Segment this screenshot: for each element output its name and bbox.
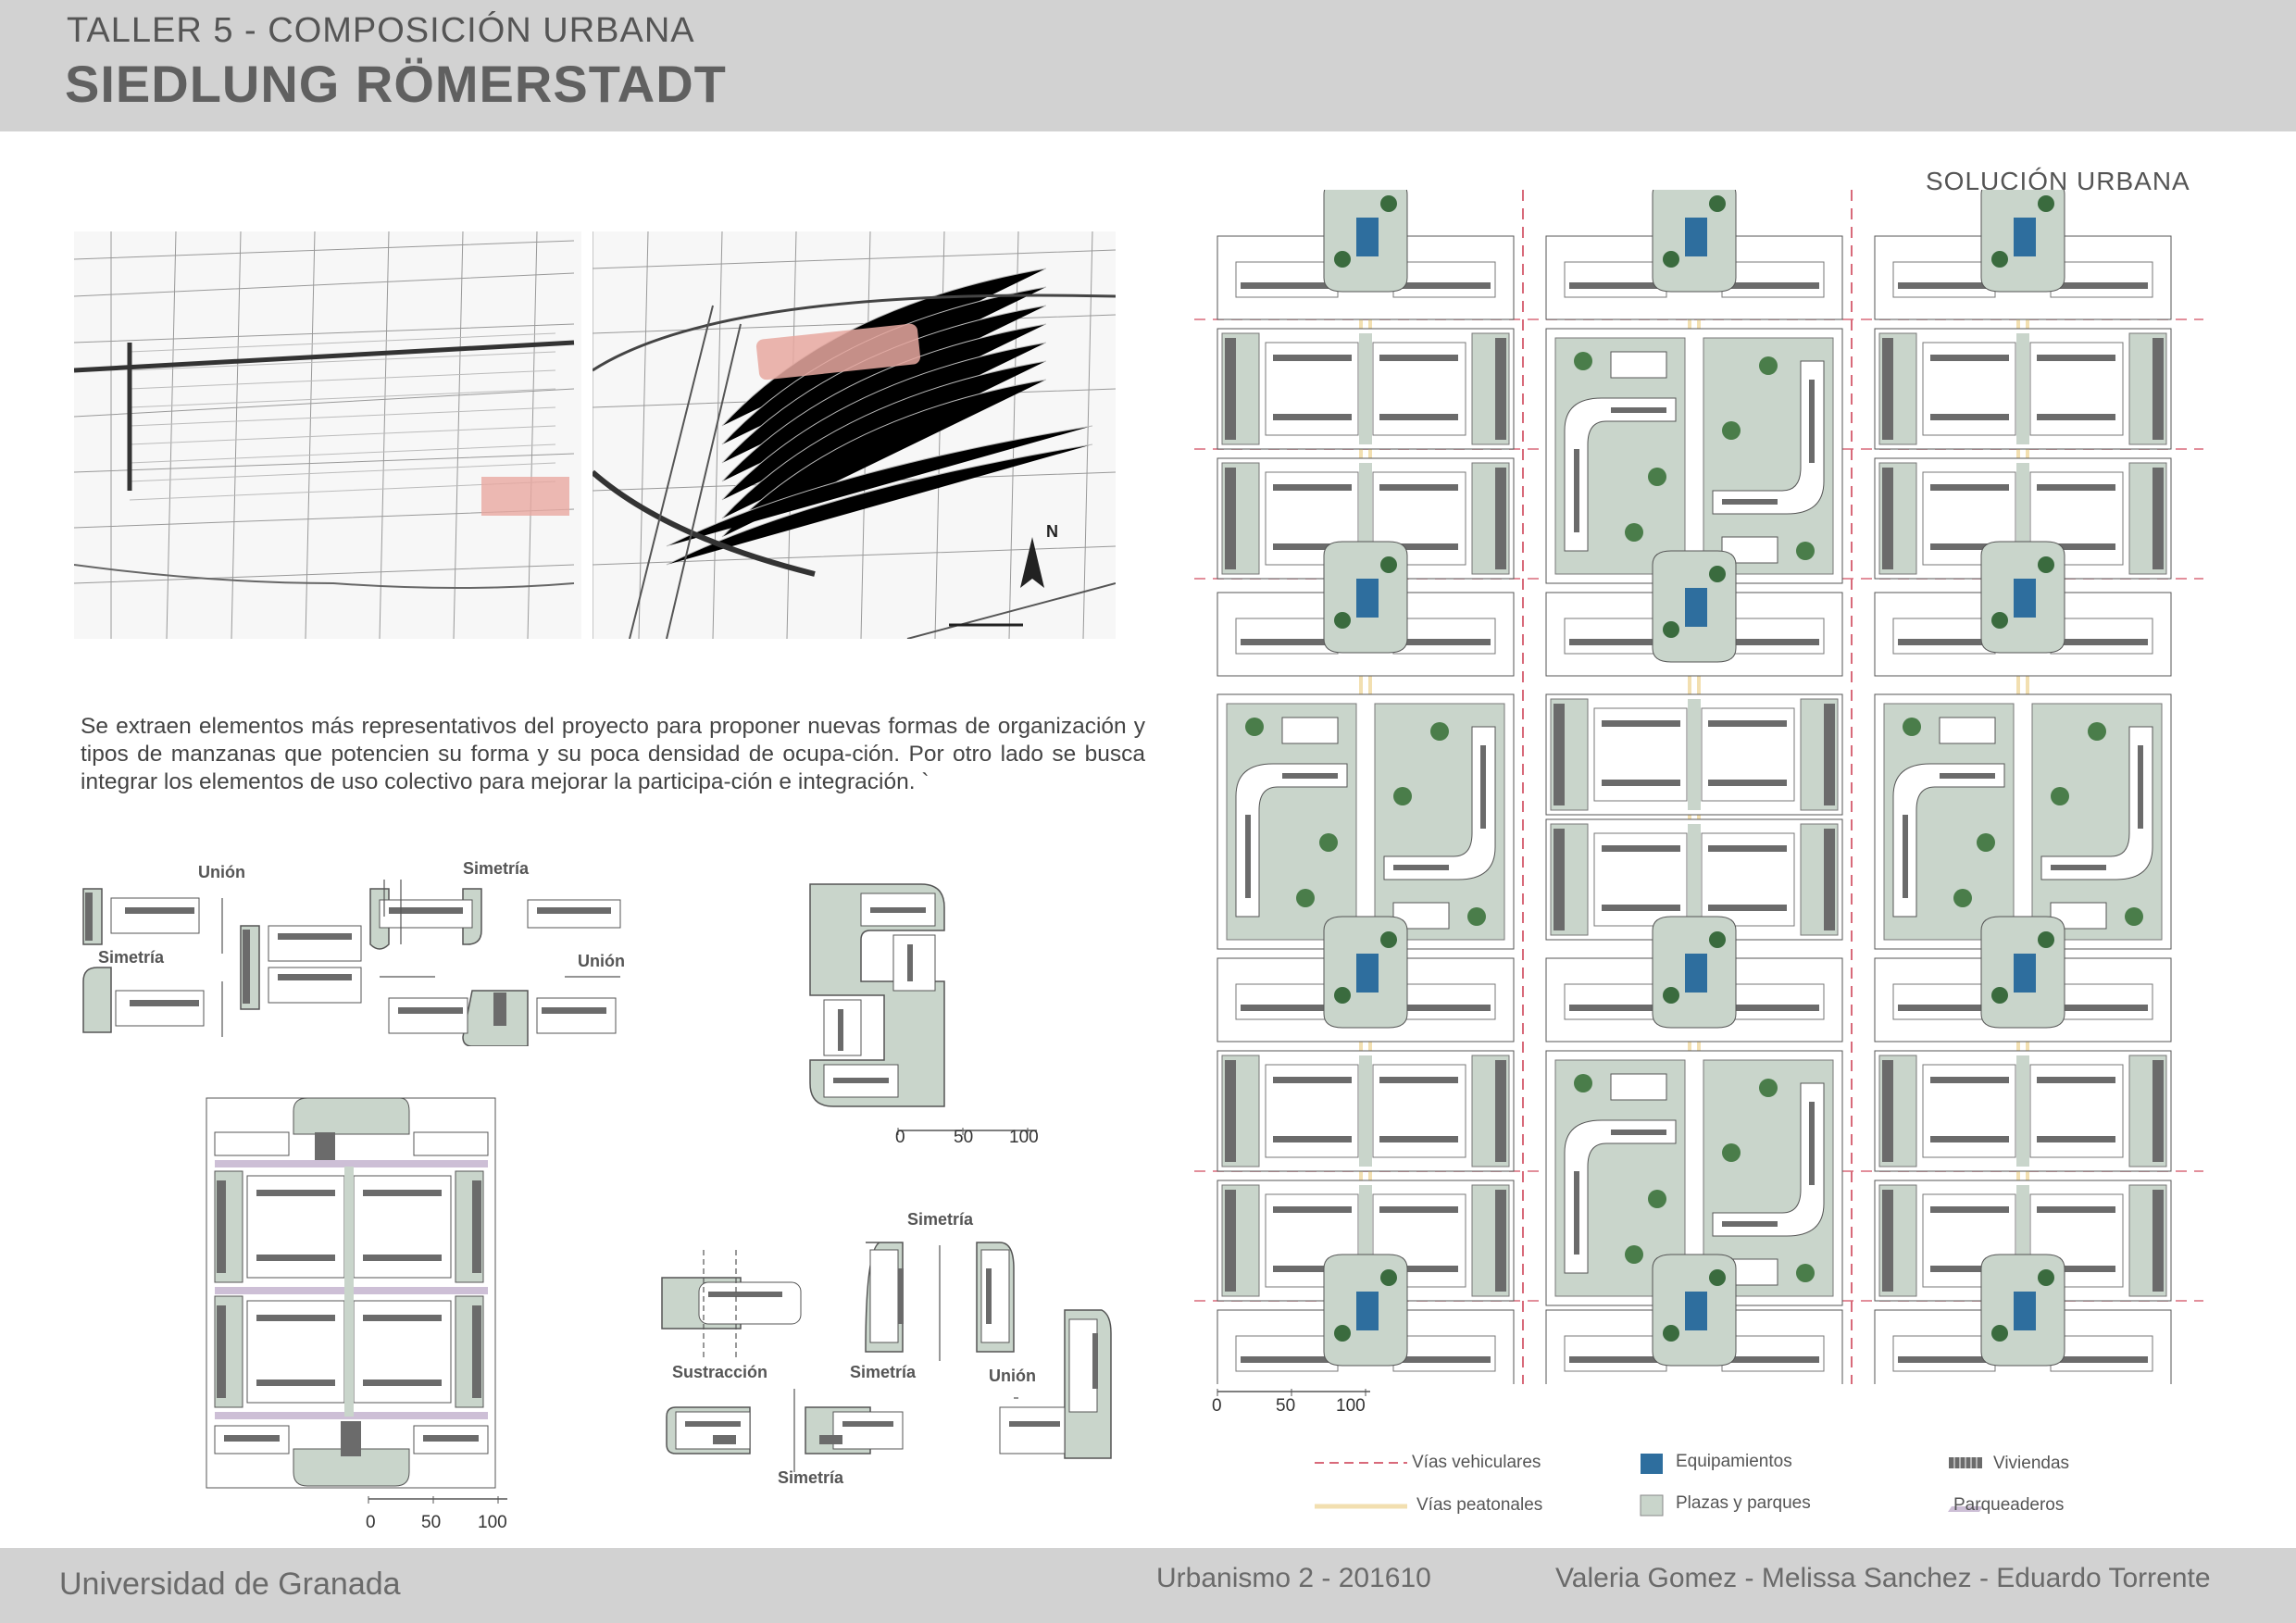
- housing-bar: [1398, 639, 1491, 645]
- row-housing: [1893, 984, 1995, 1019]
- tree: [1991, 251, 2008, 268]
- housing-bar: [2152, 338, 2164, 440]
- row-housing: [1236, 984, 1338, 1019]
- op-label-simetria-5: Simetría: [778, 1468, 844, 1487]
- row-housing: [1722, 262, 1824, 297]
- manzana-parking-diagram: [206, 1097, 497, 1491]
- housing-bar: [1569, 1356, 1662, 1363]
- housing-bar: [1379, 1077, 1458, 1083]
- housing-bar: [1554, 704, 1565, 805]
- housing-bar: [1273, 1206, 1352, 1213]
- housing-bar: [1930, 1077, 2009, 1083]
- housing-bar: [1898, 639, 1990, 645]
- housing-bar: [2037, 355, 2115, 361]
- tree: [1977, 833, 1995, 852]
- housing-bar: [1898, 282, 1990, 289]
- equipamiento: [1685, 954, 1707, 993]
- tree: [1722, 1143, 1741, 1162]
- tree: [1334, 987, 1351, 1004]
- housing-bar: [1393, 865, 1449, 870]
- equipamiento: [2014, 579, 2036, 618]
- row-housing: [1565, 984, 1666, 1019]
- housing-bar: [1903, 815, 1908, 898]
- tree: [1245, 718, 1264, 736]
- housing-bar: [1241, 282, 1333, 289]
- tree: [1574, 1074, 1592, 1092]
- row-housing: [2051, 984, 2152, 1019]
- row-housing: [2051, 618, 2152, 654]
- tree: [1467, 907, 1486, 926]
- housing-bar: [1940, 773, 1995, 779]
- tree: [1796, 1264, 1815, 1282]
- scale-3-50: 50: [1276, 1396, 1296, 1416]
- housing-bar: [2152, 1190, 2164, 1292]
- op-label-union-3: Unión: [989, 1367, 1036, 1385]
- housing-bar: [1602, 780, 1680, 786]
- housing-bar: [1282, 773, 1338, 779]
- tree: [1663, 621, 1679, 638]
- housing-bar: [1379, 484, 1458, 491]
- legend-viviendas-swatch: [1949, 1457, 1982, 1468]
- tree: [1430, 722, 1449, 741]
- tree: [1380, 195, 1397, 212]
- housing-bar: [1824, 704, 1835, 805]
- equipamiento: [2014, 954, 2036, 993]
- operations-diagram-bottom: [657, 1231, 1120, 1472]
- tree: [1296, 889, 1315, 907]
- row-housing: [1236, 1336, 1338, 1371]
- housing-bar: [1398, 1005, 1491, 1011]
- housing-bar: [1930, 1136, 2009, 1142]
- footer-university: Universidad de Granada: [59, 1567, 401, 1602]
- central-path: [2016, 333, 2029, 444]
- north-label: N: [1046, 522, 1058, 541]
- scale-1-50: 50: [954, 1128, 974, 1147]
- legend-vias-vehiculares: Vías vehiculares: [1412, 1453, 1541, 1472]
- housing-bar: [1611, 1130, 1666, 1135]
- tree: [1759, 1079, 1778, 1097]
- housing-bar: [1574, 1171, 1579, 1255]
- housing-bar: [1569, 282, 1662, 289]
- equipamiento: [1356, 954, 1379, 993]
- housing-bar: [2037, 414, 2115, 420]
- housing-bar: [1273, 414, 1352, 420]
- tree: [1709, 1269, 1726, 1286]
- housing-bar: [1602, 905, 1680, 911]
- housing-bar: [1882, 468, 1893, 569]
- housing-bar: [1930, 414, 2009, 420]
- op-label-simetria-2: Simetría: [463, 859, 530, 878]
- housing-bar: [1708, 905, 1787, 911]
- housing-bar: [1722, 1221, 1778, 1227]
- housing-bar: [1241, 639, 1333, 645]
- housing-bar: [2051, 865, 2106, 870]
- scale-2-0: 0: [366, 1513, 376, 1532]
- row-housing: [1565, 1336, 1666, 1371]
- scale-1-100: 100: [1009, 1128, 1039, 1147]
- header-subtitle: TALLER 5 - COMPOSICIÓN URBANA: [67, 11, 695, 50]
- housing-bar: [1602, 720, 1680, 727]
- equipamiento: [1685, 218, 1707, 256]
- housing-bar: [1495, 338, 1506, 440]
- housing-bar: [1379, 355, 1458, 361]
- legend-equipamientos-swatch: [1641, 1454, 1663, 1474]
- op-label-union-1: Unión: [198, 863, 245, 881]
- housing-bar: [1273, 1136, 1352, 1142]
- op-label-union-2: Unión: [578, 952, 625, 970]
- housing-bar: [1225, 1190, 1236, 1292]
- housing-bar: [1708, 720, 1787, 727]
- housing-bar: [1574, 449, 1579, 532]
- equipamiento: [2014, 1292, 2036, 1330]
- legend-plazas-swatch: [1641, 1495, 1663, 1516]
- intro-paragraph: Se extraen elementos más representativos del proyecto para proponer nuevas formas de organización y tipos de manzanas que potencien su forma y su poca densidad de ocupa-ción. Por otro lado se busca integrar los elementos de uso colectivo para mejorar la participa-ción e integración. `: [81, 714, 1145, 794]
- housing-bar: [1722, 499, 1778, 505]
- tree: [1991, 1325, 2008, 1342]
- housing-bar: [2055, 1005, 2148, 1011]
- housing-bar: [1727, 639, 1819, 645]
- urban-solution-plan: [1176, 190, 2213, 1384]
- housing-bar: [1809, 380, 1815, 463]
- housing-bar: [1379, 1206, 1458, 1213]
- legend-vias-peatonales: Vías peatonales: [1416, 1495, 1543, 1515]
- housing-bar: [1398, 1356, 1491, 1363]
- tree: [1334, 251, 1351, 268]
- housing-bar: [1824, 829, 1835, 930]
- housing-bar: [2037, 1136, 2115, 1142]
- tree: [2038, 556, 2054, 573]
- housing-bar: [1241, 1356, 1333, 1363]
- row-housing: [1236, 618, 1338, 654]
- legend-plazas: Plazas y parques: [1676, 1493, 1811, 1513]
- tree: [1380, 931, 1397, 948]
- tree: [2088, 722, 2106, 741]
- housing-bar: [1809, 1102, 1815, 1185]
- housing-bar: [1379, 1136, 1458, 1142]
- housing-bar: [1898, 1356, 1990, 1363]
- row-housing: [2051, 262, 2152, 297]
- row-housing: [1236, 262, 1338, 297]
- tree: [1380, 1269, 1397, 1286]
- housing-bar: [1930, 355, 2009, 361]
- tree: [1625, 1245, 1643, 1264]
- scale-1-0: 0: [895, 1128, 905, 1147]
- tree: [1953, 889, 1972, 907]
- housing-bar: [1225, 338, 1236, 440]
- tree: [1709, 931, 1726, 948]
- housing-bar: [1708, 780, 1787, 786]
- housing-bar: [1898, 1005, 1990, 1011]
- housing-bar: [2055, 639, 2148, 645]
- tree: [1709, 566, 1726, 582]
- housing-bar: [1727, 1356, 1819, 1363]
- housing-bar: [1727, 282, 1819, 289]
- housing-bar: [1398, 282, 1491, 289]
- tree: [2038, 931, 2054, 948]
- scale-3-0: 0: [1212, 1396, 1222, 1416]
- site-map: [74, 231, 1116, 639]
- equipamiento: [1685, 1292, 1707, 1330]
- tree: [2051, 787, 2069, 805]
- tree: [1334, 1325, 1351, 1342]
- housing-bar: [1930, 1206, 2009, 1213]
- header-title: SIEDLUNG RÖMERSTADT: [65, 55, 727, 113]
- housing-bar: [2037, 484, 2115, 491]
- op-label-simetria-4: Simetría: [850, 1363, 917, 1381]
- housing-bar: [1480, 745, 1486, 829]
- housing-bar: [1273, 1077, 1352, 1083]
- scale-2-50: 50: [421, 1513, 442, 1532]
- row-housing: [1722, 984, 1824, 1019]
- equipamiento: [2014, 218, 2036, 256]
- tree: [1991, 612, 2008, 629]
- central-path: [1359, 333, 1372, 444]
- housing-bar: [1708, 845, 1787, 852]
- tree: [1334, 612, 1351, 629]
- tree: [1393, 787, 1412, 805]
- tree: [1380, 556, 1397, 573]
- row-housing: [1893, 618, 1995, 654]
- row-housing: [1393, 984, 1495, 1019]
- row-housing: [1565, 618, 1666, 654]
- equipamiento: [1685, 588, 1707, 627]
- row-housing: [2051, 1336, 2152, 1371]
- row-housing: [1282, 718, 1338, 743]
- solution-title: SOLUCIÓN URBANA: [1926, 167, 2190, 195]
- housing-bar: [1602, 845, 1680, 852]
- housing-bar: [1379, 414, 1458, 420]
- housing-bar: [1569, 1005, 1662, 1011]
- row-housing: [1611, 1074, 1666, 1100]
- housing-bar: [1241, 1005, 1333, 1011]
- row-housing: [1722, 618, 1824, 654]
- tree: [1903, 718, 1921, 736]
- housing-bar: [1273, 484, 1352, 491]
- housing-bar: [1495, 1060, 1506, 1162]
- tree: [1663, 987, 1679, 1004]
- housing-bar: [2055, 282, 2148, 289]
- housing-bar: [2152, 468, 2164, 569]
- scale-3-100: 100: [1336, 1396, 1366, 1416]
- header-bar: [0, 0, 2296, 131]
- tree: [1648, 468, 1666, 486]
- housing-bar: [1727, 1005, 1819, 1011]
- housing-bar: [1882, 1060, 1893, 1162]
- tree: [2038, 195, 2054, 212]
- housing-bar: [1273, 355, 1352, 361]
- tree: [1625, 523, 1643, 542]
- tree: [1319, 833, 1338, 852]
- row-housing: [1893, 1336, 1995, 1371]
- tree: [1796, 542, 1815, 560]
- row-housing: [1893, 262, 1995, 297]
- row-housing: [1940, 718, 1995, 743]
- scale-2-100: 100: [478, 1513, 507, 1532]
- housing-bar: [2055, 1356, 2148, 1363]
- tree: [1991, 987, 2008, 1004]
- legend-equipamientos: Equipamientos: [1676, 1452, 1792, 1471]
- tree: [1574, 352, 1592, 370]
- housing-bar: [2138, 745, 2143, 829]
- tree: [1648, 1190, 1666, 1208]
- row-housing: [1393, 262, 1495, 297]
- row-housing: [1393, 1336, 1495, 1371]
- footer-authors: Valeria Gomez - Melissa Sanchez - Eduardo Torrente: [1555, 1563, 2211, 1593]
- housing-bar: [1495, 1190, 1506, 1292]
- tree: [1722, 421, 1741, 440]
- housing-bar: [1225, 1060, 1236, 1162]
- housing-bar: [1554, 829, 1565, 930]
- housing-bar: [1569, 639, 1662, 645]
- legend-viviendas: Viviendas: [1993, 1454, 2070, 1473]
- footer-course: Urbanismo 2 - 201610: [1156, 1563, 1431, 1593]
- tree: [1663, 1325, 1679, 1342]
- central-path: [1688, 699, 1701, 810]
- housing-bar: [2037, 1206, 2115, 1213]
- housing-bar: [1245, 815, 1251, 898]
- housing-bar: [1882, 1190, 1893, 1292]
- op-label-simetria-3: Simetría: [907, 1210, 974, 1229]
- equipamiento: [1356, 1292, 1379, 1330]
- housing-bar: [1611, 407, 1666, 413]
- central-path: [2016, 1055, 2029, 1167]
- row-housing: [1611, 352, 1666, 378]
- housing-bar: [1882, 338, 1893, 440]
- row-housing: [1565, 262, 1666, 297]
- tree: [1709, 195, 1726, 212]
- op-label-simetria-1: Simetría: [98, 948, 165, 967]
- row-housing: [1393, 618, 1495, 654]
- equipamiento: [1356, 579, 1379, 618]
- s-block-diagram: [805, 880, 954, 1111]
- housing-bar: [2152, 1060, 2164, 1162]
- central-path: [1359, 1055, 1372, 1167]
- housing-bar: [2037, 1077, 2115, 1083]
- housing-bar: [1930, 484, 2009, 491]
- row-housing: [1722, 1336, 1824, 1371]
- tree: [1663, 251, 1679, 268]
- tree: [1759, 356, 1778, 375]
- tree: [2038, 1269, 2054, 1286]
- equipamiento: [1356, 218, 1379, 256]
- housing-bar: [1495, 468, 1506, 569]
- op-label-sustraccion: Sustracción: [672, 1363, 768, 1381]
- housing-bar: [1225, 468, 1236, 569]
- legend-parqueaderos: Parqueaderos: [1953, 1495, 2065, 1515]
- tree: [2125, 907, 2143, 926]
